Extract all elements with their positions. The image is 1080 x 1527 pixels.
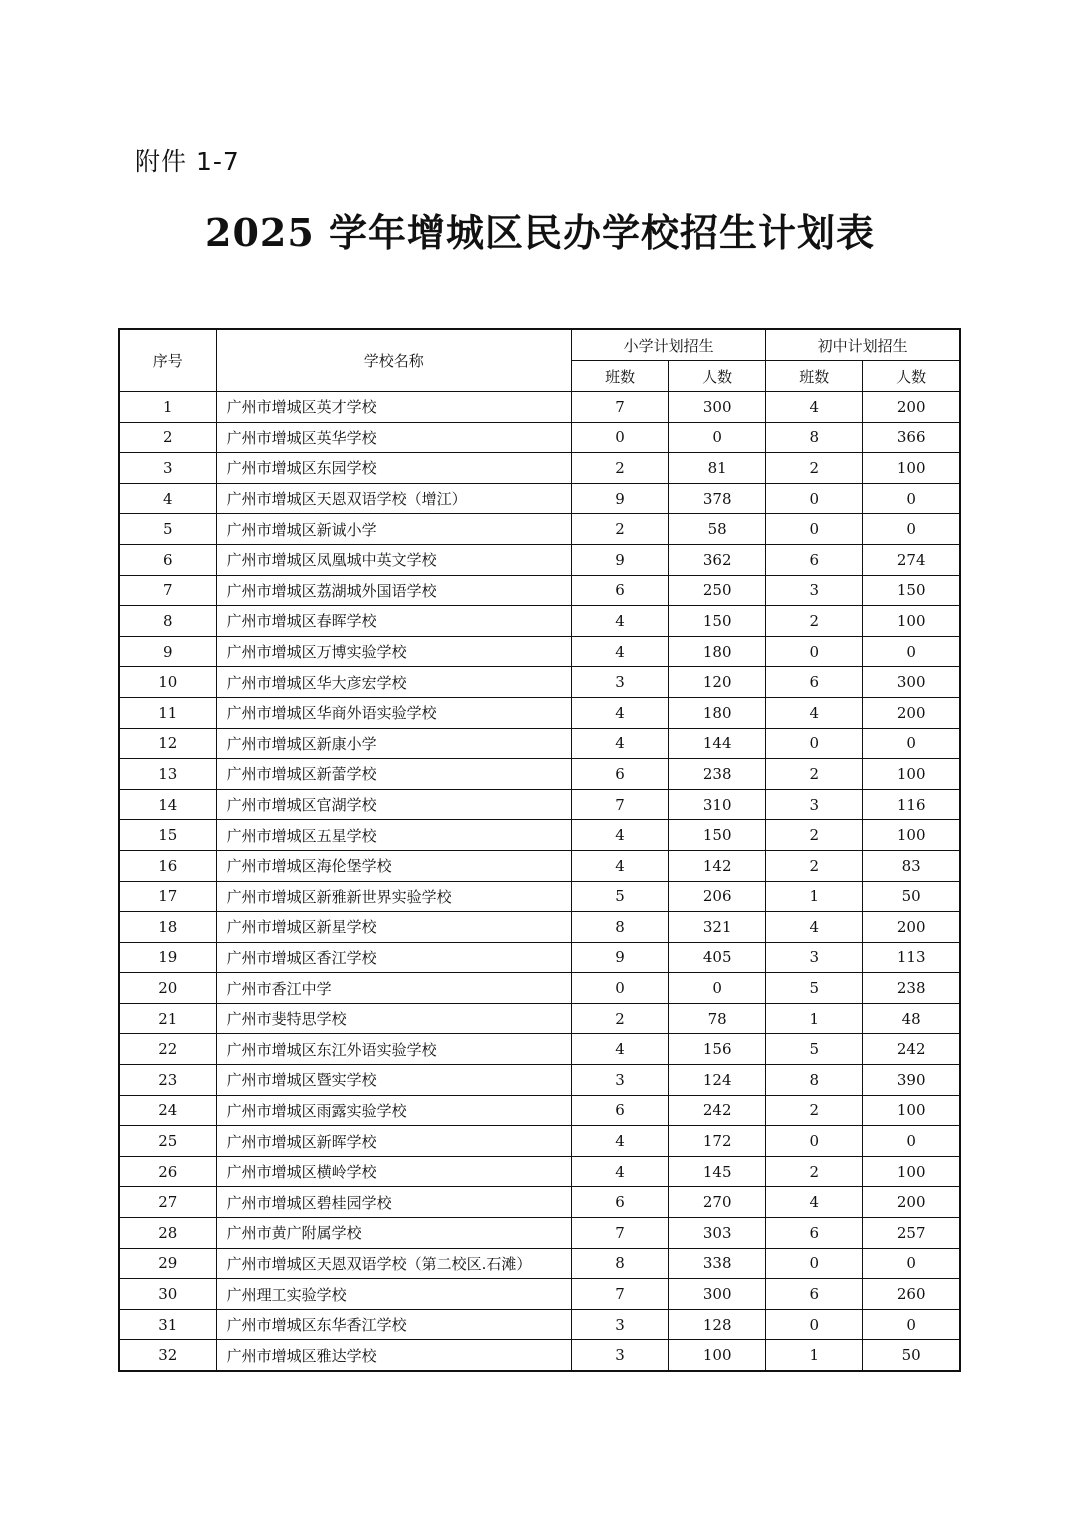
cell-school-name: 广州市增城区海伦堡学校: [216, 850, 571, 881]
table-row: [119, 1340, 960, 1371]
header-school-name: 学校名称: [216, 329, 571, 392]
header-primary-students: 人数: [669, 361, 766, 392]
cell-school-name: 广州市增城区新康小学: [216, 728, 571, 759]
cell-primary-classes: 7: [572, 789, 669, 820]
cell-primary-students: 150: [669, 606, 766, 637]
cell-seq: 9: [119, 636, 216, 667]
cell-junior-students: 257: [863, 1218, 960, 1249]
cell-junior-classes: 6: [766, 667, 863, 698]
header-primary-classes: 班数: [572, 361, 669, 392]
cell-primary-classes: 6: [572, 1095, 669, 1126]
cell-junior-students: 0: [863, 1309, 960, 1340]
cell-junior-classes: 2: [766, 1095, 863, 1126]
cell-seq: 20: [119, 973, 216, 1004]
table-row: [119, 422, 960, 453]
enrollment-plan-table: [118, 328, 961, 1372]
cell-school-name: 广州市增城区凤凰城中英文学校: [216, 544, 571, 575]
cell-seq: 26: [119, 1156, 216, 1187]
cell-junior-classes: 0: [766, 483, 863, 514]
cell-junior-students: 116: [863, 789, 960, 820]
cell-seq: 11: [119, 697, 216, 728]
cell-junior-classes: 2: [766, 820, 863, 851]
cell-junior-classes: 6: [766, 1279, 863, 1310]
cell-seq: 30: [119, 1279, 216, 1310]
cell-junior-students: 200: [863, 1187, 960, 1218]
cell-school-name: 广州市增城区新蕾学校: [216, 759, 571, 790]
cell-junior-classes: 4: [766, 392, 863, 423]
cell-seq: 29: [119, 1248, 216, 1279]
cell-school-name: 广州市增城区新诚小学: [216, 514, 571, 545]
cell-junior-classes: 1: [766, 1340, 863, 1371]
cell-school-name: 广州市增城区新晖学校: [216, 1126, 571, 1157]
cell-primary-classes: 4: [572, 1126, 669, 1157]
cell-primary-classes: 0: [572, 422, 669, 453]
cell-primary-classes: 2: [572, 453, 669, 484]
table-row: [119, 1309, 960, 1340]
page-title: 2025 学年增城区民办学校招生计划表: [205, 210, 875, 255]
cell-primary-classes: 4: [572, 850, 669, 881]
cell-junior-students: 100: [863, 453, 960, 484]
cell-junior-classes: 1: [766, 1003, 863, 1034]
cell-seq: 8: [119, 606, 216, 637]
table-row: [119, 1248, 960, 1279]
cell-junior-students: 100: [863, 1156, 960, 1187]
cell-seq: 6: [119, 544, 216, 575]
cell-junior-students: 0: [863, 1248, 960, 1279]
cell-primary-students: 180: [669, 636, 766, 667]
cell-primary-classes: 3: [572, 1309, 669, 1340]
cell-seq: 13: [119, 759, 216, 790]
table-row: [119, 453, 960, 484]
cell-seq: 3: [119, 453, 216, 484]
cell-junior-classes: 3: [766, 789, 863, 820]
cell-primary-students: 128: [669, 1309, 766, 1340]
cell-junior-classes: 2: [766, 453, 863, 484]
table-row: [119, 1095, 960, 1126]
cell-primary-classes: 4: [572, 1156, 669, 1187]
cell-junior-students: 50: [863, 881, 960, 912]
cell-junior-classes: 0: [766, 1309, 863, 1340]
cell-primary-classes: 7: [572, 1218, 669, 1249]
cell-primary-classes: 7: [572, 392, 669, 423]
cell-junior-classes: 0: [766, 636, 863, 667]
cell-primary-students: 100: [669, 1340, 766, 1371]
cell-junior-students: 274: [863, 544, 960, 575]
cell-primary-students: 303: [669, 1218, 766, 1249]
cell-seq: 32: [119, 1340, 216, 1371]
table-row: [119, 1279, 960, 1310]
cell-primary-students: 300: [669, 1279, 766, 1310]
cell-junior-students: 300: [863, 667, 960, 698]
cell-junior-classes: 4: [766, 697, 863, 728]
cell-primary-students: 142: [669, 850, 766, 881]
cell-primary-classes: 6: [572, 759, 669, 790]
cell-junior-students: 100: [863, 759, 960, 790]
cell-seq: 12: [119, 728, 216, 759]
cell-seq: 7: [119, 575, 216, 606]
cell-primary-students: 180: [669, 697, 766, 728]
cell-school-name: 广州市增城区横岭学校: [216, 1156, 571, 1187]
cell-junior-classes: 0: [766, 1248, 863, 1279]
cell-junior-classes: 4: [766, 912, 863, 943]
table-row: [119, 1003, 960, 1034]
cell-school-name: 广州市增城区东华香江学校: [216, 1309, 571, 1340]
table-row: [119, 636, 960, 667]
cell-primary-students: 78: [669, 1003, 766, 1034]
cell-junior-classes: 5: [766, 1034, 863, 1065]
cell-seq: 25: [119, 1126, 216, 1157]
cell-primary-classes: 0: [572, 973, 669, 1004]
cell-primary-classes: 3: [572, 667, 669, 698]
table-row: [119, 728, 960, 759]
cell-school-name: 广州市增城区天恩双语学校（增江）: [216, 483, 571, 514]
cell-primary-classes: 9: [572, 544, 669, 575]
cell-seq: 23: [119, 1065, 216, 1096]
table-row: [119, 514, 960, 545]
cell-seq: 22: [119, 1034, 216, 1065]
cell-primary-students: 206: [669, 881, 766, 912]
cell-junior-students: 200: [863, 912, 960, 943]
attachment-label: 附件 1-7: [135, 147, 240, 176]
cell-primary-students: 81: [669, 453, 766, 484]
cell-school-name: 广州市增城区华大彦宏学校: [216, 667, 571, 698]
table-row: [119, 697, 960, 728]
cell-seq: 24: [119, 1095, 216, 1126]
cell-junior-students: 48: [863, 1003, 960, 1034]
table-row: [119, 912, 960, 943]
cell-junior-students: 100: [863, 606, 960, 637]
cell-primary-students: 0: [669, 422, 766, 453]
cell-junior-students: 0: [863, 483, 960, 514]
cell-primary-classes: 4: [572, 636, 669, 667]
cell-school-name: 广州理工实验学校: [216, 1279, 571, 1310]
cell-seq: 5: [119, 514, 216, 545]
cell-school-name: 广州市增城区雅达学校: [216, 1340, 571, 1371]
table-row: [119, 789, 960, 820]
cell-primary-classes: 5: [572, 881, 669, 912]
cell-junior-students: 83: [863, 850, 960, 881]
cell-junior-classes: 0: [766, 1126, 863, 1157]
table-row: [119, 1218, 960, 1249]
cell-junior-classes: 2: [766, 1156, 863, 1187]
cell-school-name: 广州市斐特思学校: [216, 1003, 571, 1034]
cell-junior-students: 242: [863, 1034, 960, 1065]
cell-junior-classes: 0: [766, 514, 863, 545]
cell-primary-students: 321: [669, 912, 766, 943]
cell-primary-students: 238: [669, 759, 766, 790]
cell-school-name: 广州市增城区春晖学校: [216, 606, 571, 637]
cell-school-name: 广州市增城区雨露实验学校: [216, 1095, 571, 1126]
cell-primary-classes: 6: [572, 1187, 669, 1218]
table-row: [119, 575, 960, 606]
cell-junior-classes: 6: [766, 1218, 863, 1249]
cell-primary-students: 58: [669, 514, 766, 545]
cell-junior-students: 238: [863, 973, 960, 1004]
cell-school-name: 广州市增城区万博实验学校: [216, 636, 571, 667]
cell-junior-students: 100: [863, 1095, 960, 1126]
cell-primary-students: 310: [669, 789, 766, 820]
cell-junior-classes: 4: [766, 1187, 863, 1218]
cell-school-name: 广州市增城区暨实学校: [216, 1065, 571, 1096]
header-primary-plan: 小学计划招生: [572, 329, 766, 361]
cell-junior-classes: 6: [766, 544, 863, 575]
cell-school-name: 广州市黄广附属学校: [216, 1218, 571, 1249]
table-row: [119, 1187, 960, 1218]
cell-primary-students: 156: [669, 1034, 766, 1065]
cell-seq: 1: [119, 392, 216, 423]
cell-primary-students: 405: [669, 942, 766, 973]
cell-primary-students: 144: [669, 728, 766, 759]
cell-primary-students: 172: [669, 1126, 766, 1157]
table-row: [119, 392, 960, 423]
cell-primary-classes: 8: [572, 912, 669, 943]
cell-primary-classes: 9: [572, 942, 669, 973]
cell-school-name: 广州市增城区碧桂园学校: [216, 1187, 571, 1218]
cell-school-name: 广州市增城区官湖学校: [216, 789, 571, 820]
table-row: [119, 850, 960, 881]
cell-primary-students: 300: [669, 392, 766, 423]
cell-seq: 14: [119, 789, 216, 820]
table-row: [119, 759, 960, 790]
cell-school-name: 广州市香江中学: [216, 973, 571, 1004]
cell-primary-students: 0: [669, 973, 766, 1004]
cell-seq: 15: [119, 820, 216, 851]
table-row: [119, 820, 960, 851]
cell-school-name: 广州市增城区东江外语实验学校: [216, 1034, 571, 1065]
cell-junior-classes: 3: [766, 575, 863, 606]
cell-seq: 21: [119, 1003, 216, 1034]
cell-school-name: 广州市增城区天恩双语学校（第二校区.石滩）: [216, 1248, 571, 1279]
cell-primary-classes: 2: [572, 514, 669, 545]
cell-junior-students: 260: [863, 1279, 960, 1310]
cell-junior-students: 0: [863, 636, 960, 667]
cell-primary-students: 124: [669, 1065, 766, 1096]
cell-primary-students: 270: [669, 1187, 766, 1218]
header-junior-classes: 班数: [766, 361, 863, 392]
cell-primary-classes: 4: [572, 1034, 669, 1065]
cell-seq: 2: [119, 422, 216, 453]
cell-junior-classes: 1: [766, 881, 863, 912]
cell-junior-students: 200: [863, 392, 960, 423]
cell-junior-students: 0: [863, 1126, 960, 1157]
cell-primary-classes: 4: [572, 728, 669, 759]
cell-primary-classes: 4: [572, 697, 669, 728]
table-row: [119, 483, 960, 514]
table-row: [119, 606, 960, 637]
table-row: [119, 881, 960, 912]
table-row: [119, 1065, 960, 1096]
cell-primary-classes: 4: [572, 820, 669, 851]
cell-junior-students: 100: [863, 820, 960, 851]
cell-school-name: 广州市增城区荔湖城外国语学校: [216, 575, 571, 606]
cell-school-name: 广州市增城区英华学校: [216, 422, 571, 453]
cell-primary-students: 378: [669, 483, 766, 514]
cell-junior-classes: 5: [766, 973, 863, 1004]
cell-junior-classes: 2: [766, 759, 863, 790]
table-body: [119, 392, 960, 1372]
cell-seq: 4: [119, 483, 216, 514]
cell-primary-classes: 8: [572, 1248, 669, 1279]
cell-junior-classes: 2: [766, 850, 863, 881]
cell-school-name: 广州市增城区华商外语实验学校: [216, 697, 571, 728]
cell-seq: 18: [119, 912, 216, 943]
cell-seq: 27: [119, 1187, 216, 1218]
cell-school-name: 广州市增城区新星学校: [216, 912, 571, 943]
cell-primary-students: 120: [669, 667, 766, 698]
cell-seq: 28: [119, 1218, 216, 1249]
cell-seq: 16: [119, 850, 216, 881]
cell-junior-classes: 8: [766, 422, 863, 453]
cell-primary-classes: 7: [572, 1279, 669, 1310]
table-row: [119, 1034, 960, 1065]
cell-school-name: 广州市增城区五星学校: [216, 820, 571, 851]
cell-primary-classes: 9: [572, 483, 669, 514]
cell-junior-students: 390: [863, 1065, 960, 1096]
cell-primary-classes: 3: [572, 1065, 669, 1096]
cell-junior-classes: 2: [766, 606, 863, 637]
cell-primary-students: 150: [669, 820, 766, 851]
cell-junior-classes: 0: [766, 728, 863, 759]
cell-seq: 31: [119, 1309, 216, 1340]
table-row: [119, 973, 960, 1004]
cell-junior-classes: 3: [766, 942, 863, 973]
table-row: [119, 667, 960, 698]
cell-primary-students: 250: [669, 575, 766, 606]
table-row: [119, 942, 960, 973]
cell-primary-students: 338: [669, 1248, 766, 1279]
table-row: [119, 1126, 960, 1157]
cell-seq: 10: [119, 667, 216, 698]
cell-primary-classes: 3: [572, 1340, 669, 1371]
cell-junior-classes: 8: [766, 1065, 863, 1096]
cell-junior-students: 366: [863, 422, 960, 453]
cell-junior-students: 50: [863, 1340, 960, 1371]
cell-primary-classes: 6: [572, 575, 669, 606]
header-junior-students: 人数: [863, 361, 960, 392]
cell-school-name: 广州市增城区东园学校: [216, 453, 571, 484]
cell-junior-students: 200: [863, 697, 960, 728]
cell-primary-classes: 2: [572, 1003, 669, 1034]
cell-junior-students: 0: [863, 514, 960, 545]
cell-seq: 17: [119, 881, 216, 912]
cell-primary-classes: 4: [572, 606, 669, 637]
table-row: [119, 1156, 960, 1187]
cell-junior-students: 150: [863, 575, 960, 606]
cell-primary-students: 145: [669, 1156, 766, 1187]
header-seq: 序号: [119, 329, 216, 392]
cell-primary-students: 362: [669, 544, 766, 575]
cell-school-name: 广州市增城区香江学校: [216, 942, 571, 973]
cell-junior-students: 113: [863, 942, 960, 973]
table-row: [119, 544, 960, 575]
cell-seq: 19: [119, 942, 216, 973]
header-junior-plan: 初中计划招生: [766, 329, 960, 361]
cell-primary-students: 242: [669, 1095, 766, 1126]
cell-junior-students: 0: [863, 728, 960, 759]
cell-school-name: 广州市增城区英才学校: [216, 392, 571, 423]
cell-school-name: 广州市增城区新雅新世界实验学校: [216, 881, 571, 912]
